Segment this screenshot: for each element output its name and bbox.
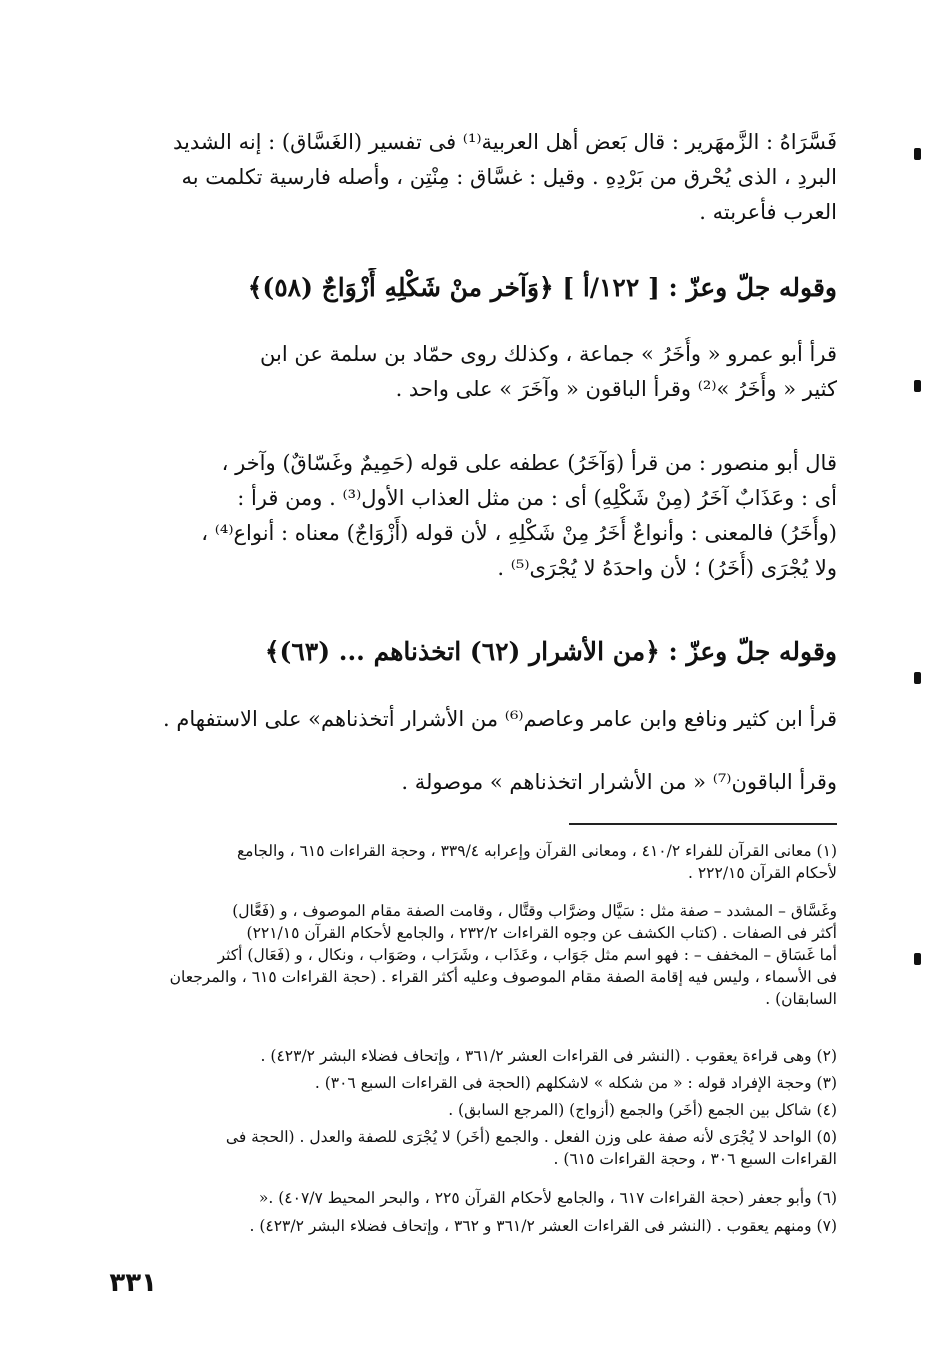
footnote-1 [137, 840, 837, 884]
footnote-5 [137, 1126, 837, 1170]
footnote-line: (١) معانى القرآن للفراء ٤١٠/٢ ، ومعانى القرآن وإعرابه ٣٣٩/٤ ، وحجة القراءات ٦١٥ ، والجامع [236, 842, 837, 860]
text-line: كثير « وأُخَرُ »⁽²⁾ وقرأ الباقون « وآخَرَ » على واحد . [395, 377, 837, 401]
footnote-6 [137, 1187, 837, 1209]
text-line: البردِ ، الذى يُحْرق من بَرْدِهِ . وقيل : غسَّاق : مِنْتِن ، وأصله فارسية تكلمت به [181, 165, 837, 189]
paragraph-istifham [137, 702, 837, 737]
text-line: العرب فأعربته . [699, 200, 837, 224]
scan-margin-mark [914, 148, 921, 160]
text-line: قرأ ابن كثير ونافع وابن عامر وعاصم⁽⁶⁾ من الأشرار أتخذناهم» على الاستفهام . [163, 707, 837, 731]
paragraph-readings-akhar [137, 337, 837, 407]
footnote-line: (٥) الواحد لا يُجْرَى لأنه صفة على وزن الفعل . والجمع (أُخَر) لا يُجْرَى للصفة والعدل . (الحجة فى [225, 1128, 837, 1146]
footnote-line: أما غَسَاق – المخفف – : فهو اسم مثل جَوَاب ، وعَذَاب ، وشَرَاب ، وصَوَاب ، ونكال ، و (فَعَال) أكثر [217, 946, 837, 964]
footnote-line: (٤) شاكل بين الجمع (أُخَر) والجمع (أزواج) (المرجع السابق) . [448, 1101, 837, 1119]
page-number: ٣٣١ [109, 1268, 157, 1298]
paragraph-abu-mansur [137, 446, 837, 586]
text-line: ولا يُجْرَى (أُخَرُ) ؛ لأن واحدَهُ لا يُجْرَى⁽⁵⁾ . [497, 556, 837, 580]
text-line: (وأُخَرُ) فالمعنى : وأنواعٌ أُخَرُ مِنْ شَكْلِهِ ، لأن قوله (أَزْوَاجٌ) معناه : أنواع⁽⁴⁾ ، [201, 521, 837, 545]
footnote-line: السابقان) . [765, 990, 837, 1008]
footnote-1-continuation [137, 900, 837, 1010]
footnote-line: وغَسَّاق – المشدد – صفة مثل : سَيَّال وضرَّاب وقتَّال ، وقامت الصفة مقام الموصوف ، و (فَعَّال) [232, 902, 837, 920]
paragraph-ghassaq-definition [137, 125, 837, 230]
scan-margin-mark [914, 672, 921, 684]
footnote-7 [137, 1215, 837, 1237]
text-line: قرأ أبو عمرو « وأُخَرُ » جماعة ، وكذلك روى حمّاد بن سلمة عن ابن [260, 342, 837, 366]
scan-margin-mark [914, 380, 921, 392]
footnote-line: لأحكام القرآن ٢٢٢/١٥ . [688, 864, 837, 882]
paragraph-mawsula [137, 765, 837, 800]
verse-heading-58: وقوله جلّ وعزّ : [ ١٢٢/أ ] ﴿وَآخر منْ شَكْلِهِ أَزْوَاجٌ (٥٨)﴾ [247, 273, 837, 302]
footnote-2 [137, 1045, 837, 1067]
footnote-line: أكثر فى الصفات . (كتاب الكشف عن وجوه القراءات ٢٣٢/٢ ، والجامع لأحكام القرآن ٢٢١/١٥) [246, 924, 837, 942]
footnote-line: (٦) وأبو جعفر (حجة القراءات ٦١٧ ، والجامع لأحكام القرآن ٢٢٥ ، والبحر المحيط ٤٠٧/٧) .« [258, 1189, 837, 1207]
verse-heading-62-63: وقوله جلّ وعزّ : ﴿من الأشرار (٦٢) اتخذناهم ... (٦٣)﴾ [264, 637, 837, 666]
scan-margin-mark [914, 953, 921, 965]
footnote-line: (٢) وهى قراءة يعقوب . (النشر فى القراءات العشر ٣٦١/٢ ، وإتحاف فضلاء البشر ٤٢٣/٢) . [260, 1047, 837, 1065]
text-line: أى : وعَذَابٌ آخَرُ (مِنْ شَكْلِهِ) أى : من مثل العذاب الأول⁽³⁾ . ومن قرأ : [237, 486, 837, 510]
footnote-divider [569, 823, 837, 825]
text-line: فَسَّرَاهُ : الزَّمهَرير : قال بَعض أهل العربية⁽¹⁾ فى تفسير (الغَسَّاق) : إنه الشديد [173, 130, 837, 154]
text-line: وقرأ الباقون⁽⁷⁾ « من الأشرار اتخذناهم » موصولة . [401, 770, 837, 794]
text-line: قال أبو منصور : من قرأ (وَآخَرُ) عطفه على قوله (حَمِيمٌ وغَسّاقٌ) وآخر ، [221, 451, 837, 475]
footnote-4 [137, 1099, 837, 1121]
footnote-line: (٧) ومنهم يعقوب . (النشر فى القراءات العشر ٣٦١/٢ و ٣٦٢ ، وإتحاف فضلاء البشر ٤٢٣/٢) . [249, 1217, 837, 1235]
footnote-line: (٣) وحجة الإفراد قوله : « من شكله » لاشكلهم (الحجة فى القراءات السبع ٣٠٦) . [314, 1074, 837, 1092]
footnote-3 [137, 1072, 837, 1094]
footnote-line: القراءات السبع ٣٠٦ ، وحجة القراءات ٦١٥) . [553, 1150, 837, 1168]
footnote-line: فى الأسماء ، وليس فيه إقامة الصفة مقام الموصوف وعليه أكثر القراء . (حجة القراءات ٦١٥ ، والمرجعان [169, 968, 837, 986]
